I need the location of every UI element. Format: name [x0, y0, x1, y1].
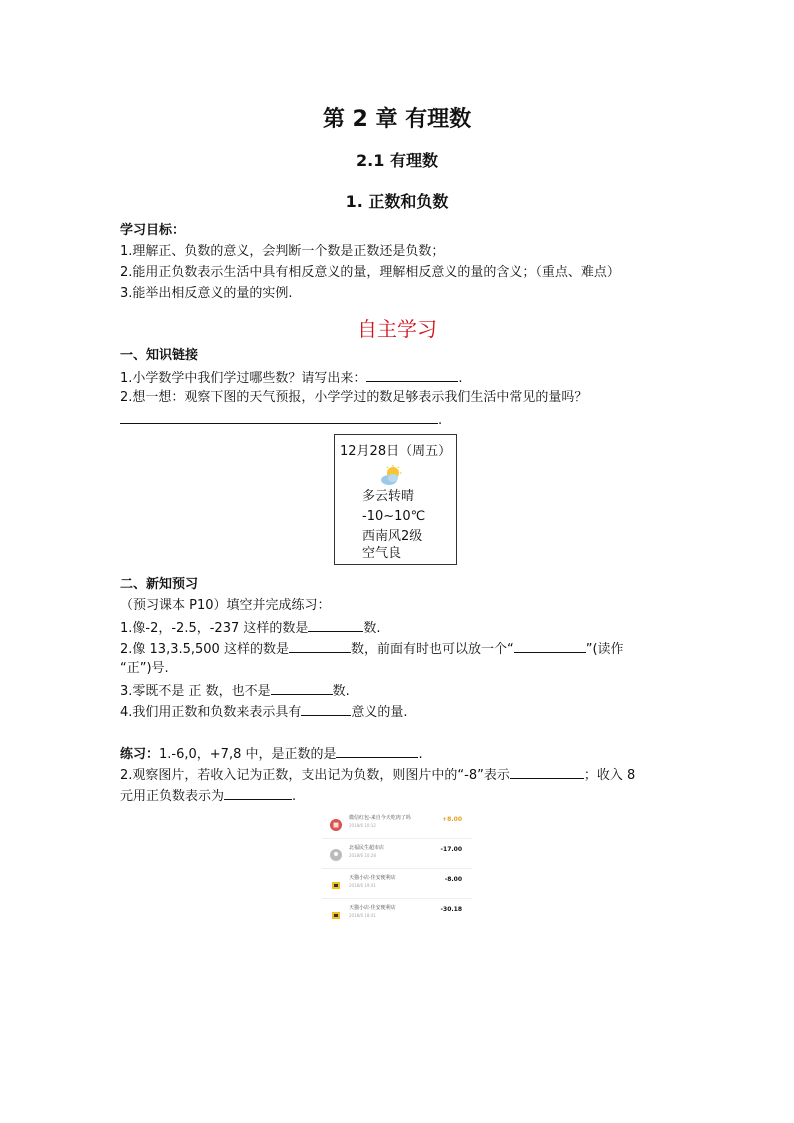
payment-records-image: [322, 808, 472, 928]
practice-l2-mid: ；收入 8: [583, 768, 636, 783]
part1-q1: [120, 367, 463, 389]
payment-title: 天猫小店·佳安便利店: [349, 905, 396, 911]
part2-l1-end: 数.: [363, 621, 381, 636]
chapter-title: 第 2 章 有理数: [322, 107, 472, 132]
answer-blank[interactable]: [366, 367, 458, 382]
part1-q1-end: .: [458, 371, 463, 386]
practice-l2-end: .: [292, 789, 297, 804]
answer-blank[interactable]: [510, 764, 584, 779]
part1-q2-end: .: [438, 413, 443, 428]
red-packet-icon: [330, 816, 342, 828]
payment-date: 2018/6 10:28: [349, 853, 376, 858]
answer-blank[interactable]: [120, 409, 438, 424]
part1-q1-text: 1.小学数学中我们学过哪些数？请写出来：: [120, 371, 367, 386]
shop-icon: [330, 876, 342, 888]
answer-blank[interactable]: [308, 617, 363, 632]
objective-item: 1.理解正、负数的意义，会判断一个数是正数还是负数；: [120, 244, 445, 259]
part2-l2-mid: 数，前面有时也可以放一个“: [350, 642, 514, 657]
practice-l2-text2: 元用正负数表示为: [120, 789, 225, 804]
self-study-heading: 自主学习: [357, 317, 437, 341]
answer-blank[interactable]: [271, 680, 333, 695]
store-icon: [330, 846, 342, 858]
part2-l2-text: 2.像 13,3.5,500 这样的数是: [120, 642, 289, 657]
answer-blank[interactable]: [289, 638, 351, 653]
objectives-heading: 学习目标：: [120, 223, 186, 238]
part2-l2-cont: “正”)号.: [120, 661, 169, 676]
weather-temperature: -10~10℃: [362, 509, 426, 524]
partly-cloudy-icon: [379, 465, 403, 487]
part1-heading: 一、知识链接: [120, 348, 199, 363]
weather-condition: 多云转晴: [362, 489, 415, 504]
part1-q2-answer: [120, 409, 442, 431]
objective-item: 2.能用正负数表示生活中具有相反意义的量，理解相反意义的量的含义；（重点、难点）: [120, 265, 620, 280]
part2-l4: [120, 701, 408, 723]
objective-item: 3.能举出相反意义的量的实例.: [120, 286, 293, 301]
part2-l4-end: 意义的量.: [351, 705, 408, 720]
answer-blank[interactable]: [514, 638, 586, 653]
part2-l1-text: 1.像-2，-2.5，-237 这样的数是: [120, 621, 309, 636]
payment-row: [322, 838, 472, 869]
part2-heading: 二、新知预习: [120, 577, 199, 592]
payment-amount: -30.18: [440, 906, 462, 913]
weather-air: 空气良: [362, 546, 402, 561]
payment-amount: +8.00: [442, 816, 462, 823]
payment-row: [322, 808, 472, 839]
weather-date: 12月28日（周五）: [340, 444, 452, 459]
payment-date: 2018/6 10:12: [349, 823, 376, 828]
part2-l1: [120, 617, 381, 639]
practice-l1-text: 1.-6,0，+7,8 中，是正数的是: [159, 747, 337, 762]
practice-label: 练习：: [120, 747, 160, 762]
part2-intro: （预习课本 P10）填空并完成练习：: [120, 598, 331, 613]
answer-blank[interactable]: [301, 701, 351, 716]
part2-l2-end: ”(读作: [585, 642, 624, 657]
weather-wind: 西南风2级: [362, 529, 423, 544]
payment-title: 微信红包-来自今天吃肉了吗: [349, 815, 411, 821]
part2-l3-end: 数.: [332, 684, 350, 699]
payment-amount: -8.00: [444, 876, 462, 883]
payment-date: 2018/6 18:41: [349, 913, 376, 918]
payment-date: 2018/6 19:41: [349, 883, 376, 888]
part1-q2: 2.想一想：观察下图的天气预报，小学学过的数足够表示我们生活中常见的量吗？: [120, 390, 588, 405]
answer-blank[interactable]: [336, 743, 418, 758]
section-title: 2.1 有理数: [356, 151, 438, 170]
practice-l1: [120, 743, 423, 765]
part2-l3: [120, 680, 350, 702]
practice-l2-text: 2.观察图片，若收入记为正数，支出记为负数，则图片中的“-8”表示: [120, 768, 510, 783]
shop-icon: [330, 906, 342, 918]
practice-l2-cont: [120, 785, 296, 807]
payment-amount: -17.00: [440, 846, 462, 853]
payment-row: [322, 868, 472, 899]
part2-l3-text: 3.零既不是 正 数，也不是: [120, 684, 271, 699]
practice-l2: [120, 764, 635, 786]
payment-title: 北福民生超市店: [349, 845, 385, 851]
lesson-title: 1. 正数和负数: [345, 192, 449, 211]
practice-l1-end: .: [418, 747, 423, 762]
part2-l4-text: 4.我们用正数和负数来表示具有: [120, 705, 302, 720]
part2-l2: [120, 638, 624, 660]
payment-row: [322, 898, 472, 928]
payment-title: 天猫小店·佳安便利店: [349, 875, 396, 881]
answer-blank[interactable]: [224, 785, 292, 800]
weather-forecast-card: [334, 434, 457, 565]
